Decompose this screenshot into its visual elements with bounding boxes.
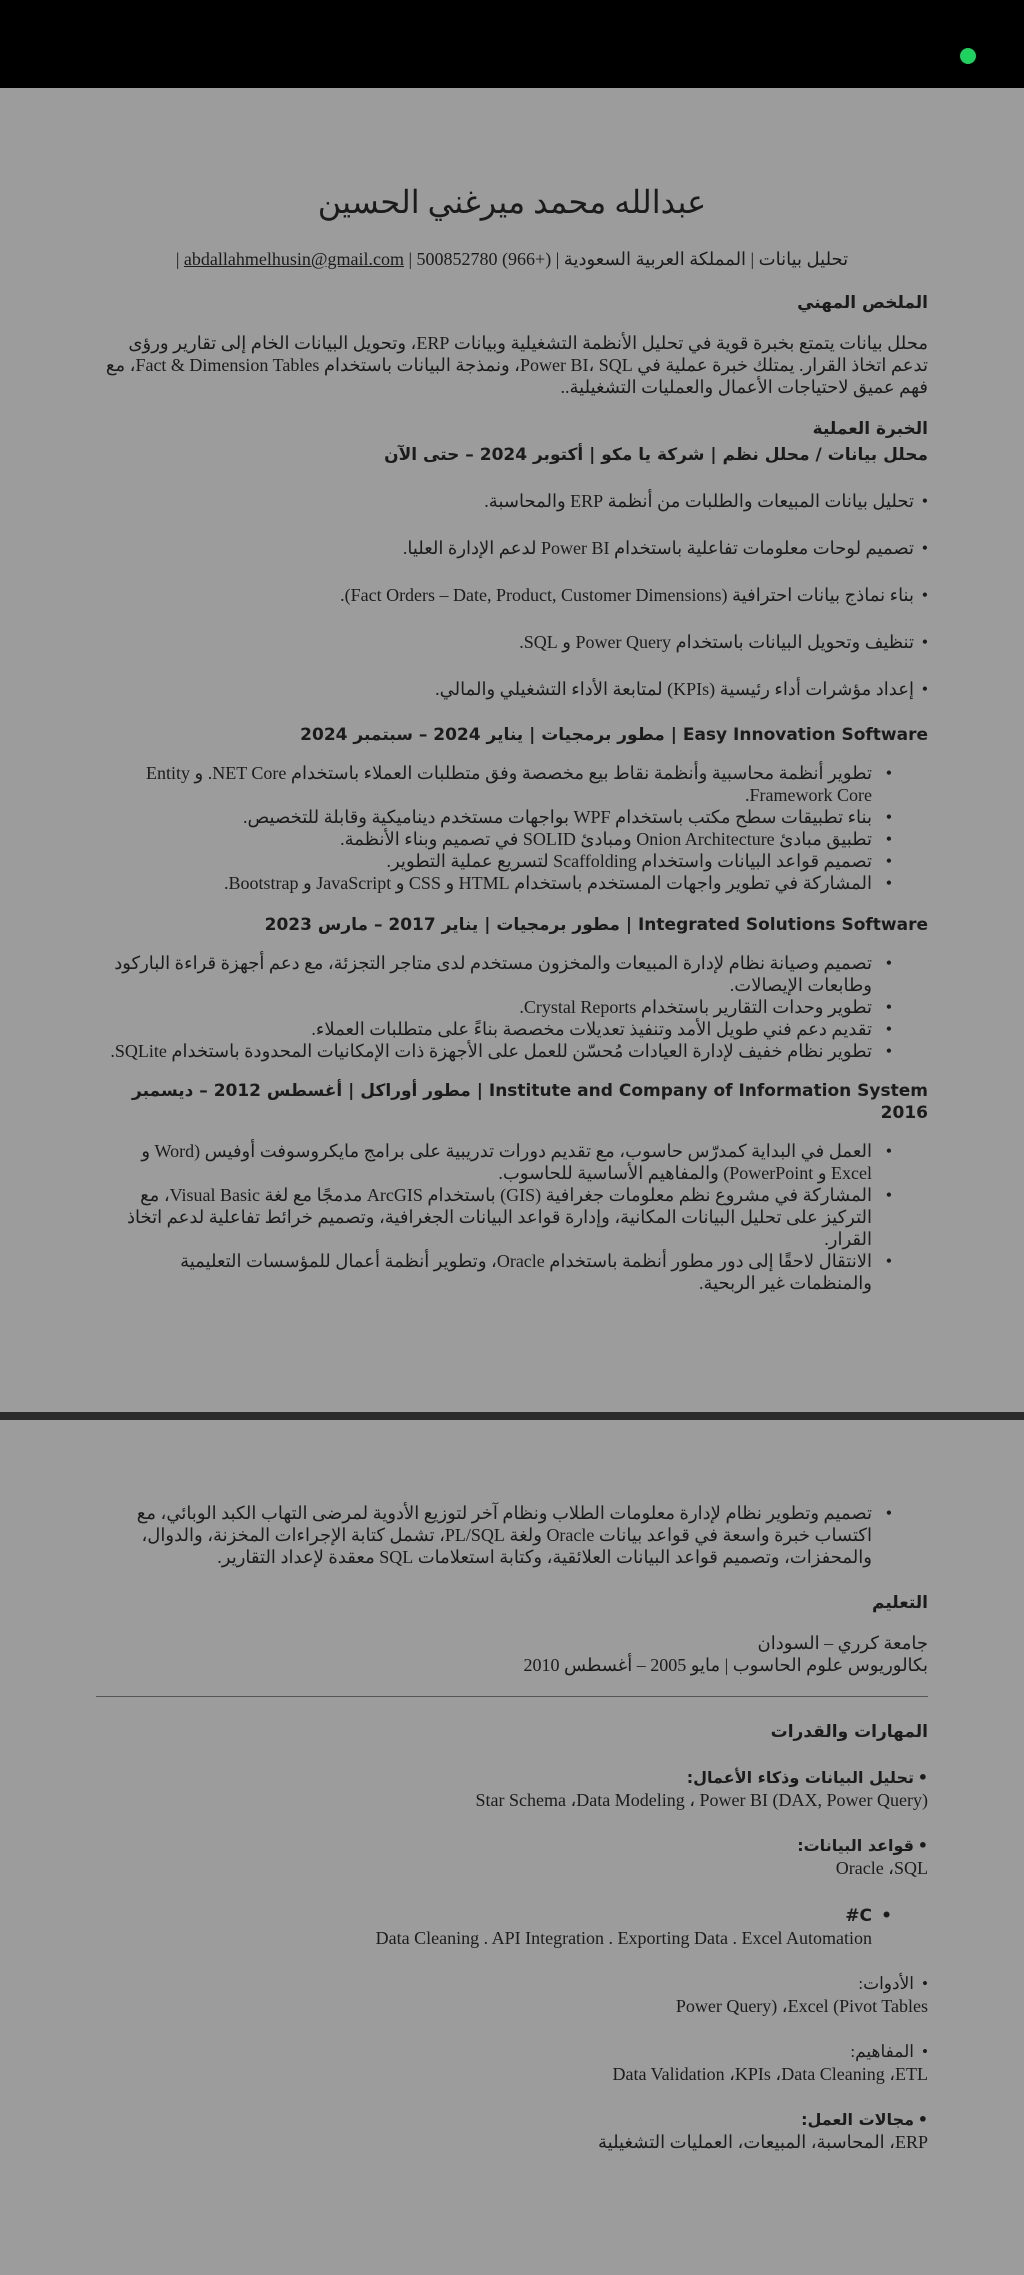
job3-list bbox=[96, 952, 928, 1062]
summary-text: محلل بيانات يتمتع بخبرة قوية في تحليل الأنظمة التشغيلية وبيانات ERP، وتحويل البيانات الخام إلى تقارير ورؤى تدعم اتخاذ القرار. يمتلك خبرة عملية في Power BI، SQL، ونمذجة البيانات باستخدام Fact & Dimension Tables، مع فهم عميق لاحتياجات الأعمال والعمليات التشغيلية.. bbox=[105, 333, 928, 397]
job1-item: • تصميم لوحات معلومات تفاعلية باستخدام Power BI لدعم الإدارة العليا. bbox=[96, 537, 928, 559]
job-title-3: Integrated Solutions Software | مطور برمجيات | يناير 2017 – مارس 2023 bbox=[264, 915, 928, 935]
list-item: • تصميم وتطوير نظام لإدارة معلومات الطلاب ونظام آخر لتوزيع الأدوية لمرضى التهاب الكبد الوبائي، مع اكتساب خبرة واسعة في قواعد بيانات Oracle ولغة PL/SQL، تشمل كتابة الإجراءات المخزنة، والدوال، والمحفزات، وتصميم قواعد البيانات العلائقية، وكتابة استعلامات SQL معقدة لإعداد التقارير. bbox=[96, 1502, 928, 1568]
list-item: • تطوير وحدات التقارير باستخدام Crystal Reports. bbox=[96, 996, 928, 1018]
job1-item: • بناء نماذج بيانات احترافية (Fact Orders – Date, Product, Customer Dimensions). bbox=[96, 584, 928, 606]
skill-db-label: • قواعد البيانات: bbox=[96, 1835, 928, 1857]
skill-db-value: Oracle ،SQL bbox=[835, 1858, 928, 1878]
top-bar bbox=[0, 0, 1024, 88]
list-item: • المشاركة في تطوير واجهات المستخدم باستخدام HTML و CSS و JavaScript و Bootstrap. bbox=[96, 872, 928, 894]
candidate-name: عبدالله محمد ميرغني الحسين bbox=[317, 184, 707, 220]
skill-concepts-label: • المفاهيم: bbox=[96, 2041, 928, 2063]
education-title: التعليم bbox=[872, 1593, 928, 1613]
resume-page-2 bbox=[96, 1420, 928, 2153]
skill-tools-value: Power Query) ،Excel (Pivot Tables bbox=[675, 1996, 928, 2016]
section-divider bbox=[96, 1696, 928, 1697]
education-university: جامعة كرري – السودان bbox=[757, 1633, 928, 1653]
list-item: • تقديم دعم فني طويل الأمد وتنفيذ تعديلات مخصصة بناءً على متطلبات العملاء. bbox=[96, 1018, 928, 1040]
job-title-1: محلل بيانات / محلل نظم | شركة يا مكو | أكتوبر 2024 – حتى الآن bbox=[384, 445, 928, 465]
skills-title: المهارات والقدرات bbox=[770, 1722, 928, 1742]
contact-line bbox=[96, 248, 928, 270]
list-item: • بناء تطبيقات سطح مكتب باستخدام WPF بواجهات مستخدم ديناميكية وقابلة للتخصيص. bbox=[96, 806, 928, 828]
resume-page-1 bbox=[96, 88, 928, 1294]
page-break bbox=[0, 1412, 1024, 1420]
job4-list bbox=[96, 1140, 928, 1294]
email-link[interactable]: abdallahmelhusin@gmail.com bbox=[183, 249, 404, 269]
job-title-2: Easy Innovation Software | مطور برمجيات | يناير 2024 – سبتمبر 2024 bbox=[300, 725, 928, 745]
skill-tools-label: • الأدوات: bbox=[96, 1973, 928, 1995]
skill-domains-value: ERP، المحاسبة، المبيعات، العمليات التشغيلية bbox=[598, 2132, 928, 2152]
list-item: • تطوير نظام خفيف لإدارة العيادات مُحسّن للعمل على الأجهزة ذات الإمكانيات المحدودة باستخدام SQLite. bbox=[96, 1040, 928, 1062]
skill-domains-label: • مجالات العمل: bbox=[96, 2109, 928, 2131]
list-item: • تطبيق مبادئ Onion Architecture ومبادئ SOLID في تصميم وبناء الأنظمة. bbox=[96, 828, 928, 850]
job1-item: • تنظيف وتحويل البيانات باستخدام Power Query و SQL. bbox=[96, 631, 928, 653]
list-item: • تصميم قواعد البيانات واستخدام Scaffolding لتسريع عملية التطوير. bbox=[96, 850, 928, 872]
status-dot-icon bbox=[960, 48, 976, 64]
list-item: • العمل في البداية كمدرّس حاسوب، مع تقديم دورات تدريبية على برامج مايكروسوفت أوفيس (Word و Excel و PowerPoint) والمفاهيم الأساسية للحاسوب. bbox=[96, 1140, 928, 1184]
skill-analytics-label: • تحليل البيانات وذكاء الأعمال: bbox=[96, 1767, 928, 1789]
education-degree: بكالوريوس علوم الحاسوب | مايو 2005 – أغسطس 2010 bbox=[523, 1655, 928, 1675]
job2-list bbox=[96, 762, 928, 894]
job1-item: • تحليل بيانات المبيعات والطلبات من أنظمة ERP والمحاسبة. bbox=[96, 490, 928, 512]
job4-list-continued bbox=[96, 1502, 928, 1568]
job-title-4: Institute and Company of Information System | مطور أوراكل | أغسطس 2012 – ديسمبر 2016 bbox=[132, 1081, 928, 1123]
experience-title: الخبرة العملية bbox=[812, 419, 928, 439]
job1-item: • إعداد مؤشرات أداء رئيسية (KPIs) لمتابعة الأداء التشغيلي والمالي. bbox=[96, 678, 928, 700]
list-item: • تصميم وصيانة نظام لإدارة المبيعات والمخزون مستخدم لدى متاجر التجزئة، مع دعم أجهزة قراءة الباركود وطابعات الإيصالات. bbox=[96, 952, 928, 996]
contact-prefix: تحليل بيانات | المملكة العربية السعودية | bbox=[555, 249, 849, 269]
contact-suffix: | 500852780 (966+) | bbox=[175, 249, 552, 269]
skill-csharp-label: • C# bbox=[96, 1905, 928, 1927]
skill-csharp-value: Data Cleaning . API Integration . Exporting Data . Excel Automation bbox=[375, 1928, 872, 1948]
skill-concepts-value: Data Validation ،KPIs ،Data Cleaning ،ETL bbox=[612, 2064, 928, 2084]
list-item: • تطوير أنظمة محاسبية وأنظمة نقاط بيع مخصصة وفق متطلبات العملاء باستخدام NET Core. و Entity Framework Core. bbox=[96, 762, 928, 806]
list-item: • المشاركة في مشروع نظم معلومات جغرافية (GIS) باستخدام ArcGIS مدمجًا مع لغة Visual Basic، مع التركيز على تحليل البيانات المكانية، وإدارة قواعد البيانات الجغرافية، وتصميم خرائط تفاعلية لدعم اتخاذ القرار. bbox=[96, 1184, 928, 1250]
list-item: • الانتقال لاحقًا إلى دور مطور أنظمة باستخدام Oracle، وتطوير أنظمة أعمال للمؤسسات التعليمية والمنظمات غير الربحية. bbox=[96, 1250, 928, 1294]
summary-title: الملخص المهني bbox=[797, 293, 928, 313]
skill-analytics-value: Star Schema ،Data Modeling ، Power BI (DAX, Power Query) bbox=[475, 1790, 928, 1810]
